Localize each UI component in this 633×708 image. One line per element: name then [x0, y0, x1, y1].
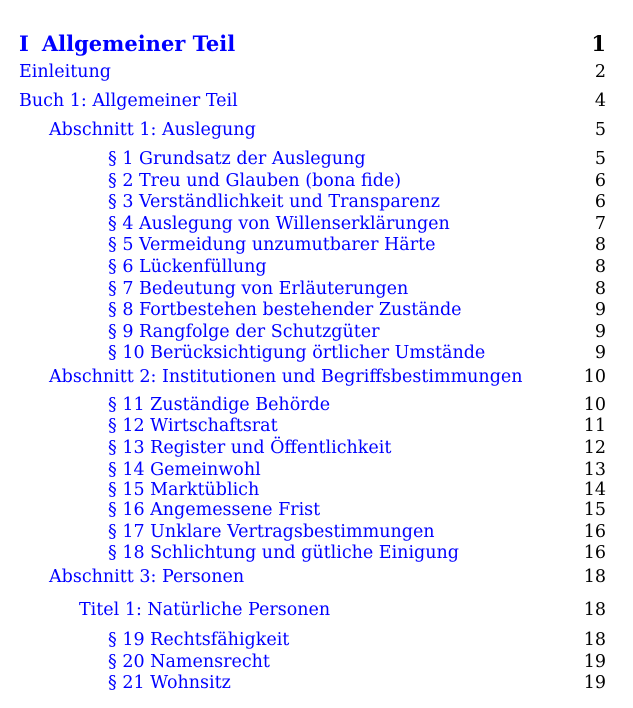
toc-entry-paragraph[interactable]: [0, 190, 633, 214]
toc-entry-label: [19, 31, 235, 57]
toc-entry-abschnitt-2[interactable]: [0, 365, 633, 389]
toc-entry-einleitung[interactable]: [0, 60, 633, 84]
page-number: 16: [583, 543, 606, 563]
toc-entry-paragraph[interactable]: [0, 341, 633, 365]
page-number: 15: [583, 500, 606, 520]
toc-entry-label: § 19 Rechtsfähigkeit: [108, 630, 290, 650]
toc-entry-label: § 12 Wirtschaftsrat: [108, 416, 278, 436]
toc-entry-abschnitt-3[interactable]: [0, 565, 633, 589]
page-number: 19: [583, 652, 606, 672]
toc-entry-label: § 9 Rangfolge der Schutzgüter: [108, 322, 380, 342]
toc-entry-label: § 11 Zuständige Behörde: [108, 395, 331, 415]
toc-entry-label: Titel 1: Natürliche Personen: [79, 600, 331, 620]
toc-entry-label: § 20 Namensrecht: [108, 652, 270, 672]
page-number: 8: [594, 257, 606, 277]
page-number: 13: [583, 460, 606, 480]
page-number: 8: [594, 279, 606, 299]
toc-entry-paragraph[interactable]: [0, 233, 633, 257]
page-number: 6: [594, 192, 606, 212]
page-number: 16: [583, 522, 606, 542]
part-title: Allgemeiner Teil: [41, 31, 236, 56]
toc-entry-label: § 18 Schlichtung und gütliche Einigung: [108, 543, 459, 563]
toc-entry-label: Abschnitt 2: Institutionen und Begriffsbestimmungen: [49, 367, 523, 387]
toc-entry-label: Einleitung: [19, 62, 111, 82]
page-number: 9: [594, 343, 606, 363]
toc-entry-label: § 17 Unklare Vertragsbestimmungen: [108, 522, 435, 542]
page-number: 10: [583, 395, 606, 415]
toc-entry-titel-1[interactable]: [0, 598, 633, 622]
page-number: 11: [583, 416, 606, 436]
toc-entry-label: § 4 Auslegung von Willenserklärungen: [108, 214, 450, 234]
toc-entry-paragraph[interactable]: [0, 436, 633, 460]
toc-entry-label: § 2 Treu und Glauben (bona fide): [108, 171, 402, 191]
toc-entry-label: § 7 Bedeutung von Erläuterungen: [108, 279, 409, 299]
toc-entry-paragraph[interactable]: [0, 414, 633, 438]
toc-entry-label: § 10 Berücksichtigung örtlicher Umstände: [108, 343, 486, 363]
toc-entry-paragraph[interactable]: [0, 671, 633, 695]
toc-entry-label: § 15 Marktüblich: [108, 480, 260, 500]
page-number: 5: [594, 149, 606, 169]
toc-entry-paragraph[interactable]: [0, 298, 633, 322]
toc-entry-paragraph[interactable]: [0, 147, 633, 171]
toc-entry-paragraph[interactable]: [0, 628, 633, 652]
toc-entry-abschnitt-1[interactable]: [0, 118, 633, 142]
page-number: 18: [583, 567, 606, 587]
toc-entry-paragraph[interactable]: [0, 541, 633, 565]
page-number: 18: [583, 600, 606, 620]
toc-entry-label: § 14 Gemeinwohl: [108, 460, 261, 480]
page-number: 1: [591, 31, 606, 56]
toc-entry-label: § 3 Verständlichkeit und Transparenz: [108, 192, 440, 212]
page-number: 4: [594, 91, 606, 111]
part-number: I: [19, 31, 29, 56]
page-number: 9: [594, 322, 606, 342]
page-number: 8: [594, 235, 606, 255]
toc-entry-part-1[interactable]: [0, 31, 633, 57]
toc-entry-buch-1[interactable]: [0, 89, 633, 113]
page-number: 9: [594, 300, 606, 320]
page-number: 12: [583, 438, 606, 458]
page-number: 10: [583, 367, 606, 387]
toc-entry-label: § 6 Lückenfüllung: [108, 257, 267, 277]
page-number: 14: [583, 480, 606, 500]
toc-entry-label: § 5 Vermeidung unzumutbarer Härte: [108, 235, 436, 255]
toc-entry-label: § 13 Register und Öffentlichkeit: [108, 438, 392, 458]
toc-entry-label: Abschnitt 3: Personen: [49, 567, 245, 587]
page-number: 19: [583, 673, 606, 693]
toc-entry-label: § 8 Fortbestehen bestehender Zustände: [108, 300, 462, 320]
page-number: 5: [594, 120, 606, 140]
page-number: 6: [594, 171, 606, 191]
page-number: 7: [594, 214, 606, 234]
toc-entry-label: Buch 1: Allgemeiner Teil: [19, 91, 238, 111]
page-number: 18: [583, 630, 606, 650]
toc-entry-label: § 21 Wohnsitz: [108, 673, 231, 693]
toc-entry-paragraph[interactable]: [0, 255, 633, 279]
page-number: 2: [594, 62, 606, 82]
toc-entry-label: § 1 Grundsatz der Auslegung: [108, 149, 366, 169]
toc-entry-paragraph[interactable]: [0, 498, 633, 522]
toc-entry-label: Abschnitt 1: Auslegung: [49, 120, 256, 140]
toc-entry-label: § 16 Angemessene Frist: [108, 500, 321, 520]
